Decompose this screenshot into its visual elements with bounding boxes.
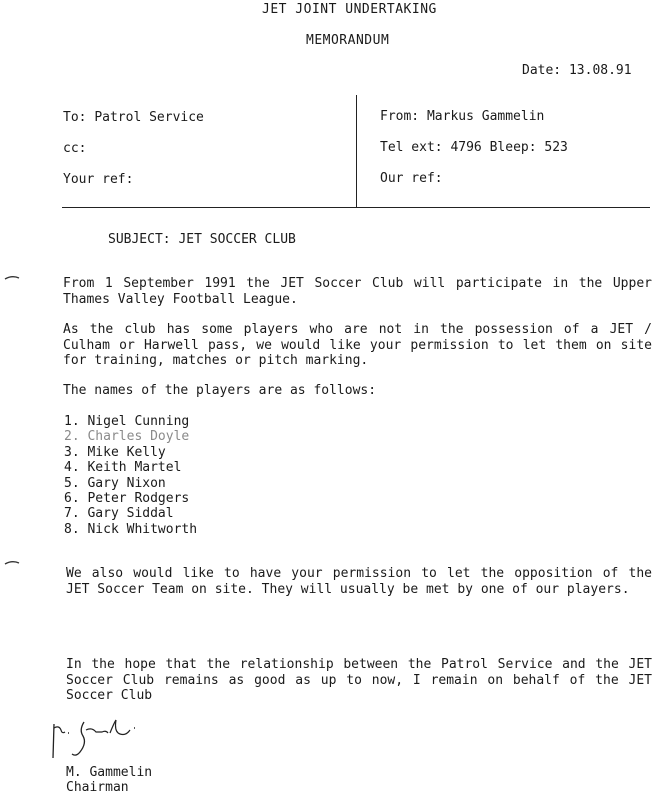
from-label: From: bbox=[380, 109, 420, 124]
date-label: Date: bbox=[522, 63, 562, 78]
body-paragraph-players-intro: The names of the players are as follows: bbox=[63, 383, 377, 398]
body-paragraph-opposition: We also would like to have your permission to let the opposition of the JET Soccer Team on site. They will usually be met by one of our players. bbox=[66, 566, 652, 597]
address-divider-vertical bbox=[356, 95, 357, 207]
list-item: 5. Gary Nixon bbox=[64, 475, 166, 491]
hole-punch-mark-icon bbox=[4, 275, 20, 281]
our-ref-line bbox=[380, 171, 443, 186]
body-paragraph-permission: As the club has some players who are not in the possession of a JET / Culham or Harwell pass, we would like your permission to let them on site for training, matches or pitch marking. bbox=[63, 322, 652, 368]
subject-value: JET SOCCER CLUB bbox=[178, 232, 296, 247]
subject-label: SUBJECT: bbox=[108, 232, 171, 247]
handwritten-signature bbox=[50, 718, 150, 762]
our-ref-label: Our ref: bbox=[380, 171, 443, 186]
address-divider-horizontal bbox=[62, 207, 650, 208]
to-label: To: bbox=[63, 110, 87, 125]
tel-value: 4796 bbox=[450, 140, 482, 155]
list-item: 1. Nigel Cunning bbox=[64, 414, 190, 429]
list-item: 4. Keith Martel bbox=[64, 460, 182, 476]
your-ref-label: Your ref: bbox=[63, 172, 134, 187]
cc-line bbox=[63, 141, 86, 156]
cc-label: cc: bbox=[63, 141, 87, 156]
bleep-value: 523 bbox=[544, 140, 568, 155]
from-line bbox=[380, 109, 544, 124]
organization-heading: JET JOINT UNDERTAKING bbox=[262, 2, 437, 17]
body-paragraph-league: From 1 September 1991 the JET Soccer Club will participate in the Upper Thames Valley Football League. bbox=[63, 276, 652, 307]
to-line bbox=[63, 110, 204, 125]
tel-line bbox=[380, 140, 568, 155]
list-item: 6. Peter Rodgers bbox=[64, 491, 190, 507]
hole-punch-mark-icon bbox=[4, 560, 20, 566]
to-value: Patrol Service bbox=[94, 110, 204, 125]
document-type-heading: MEMORANDUM bbox=[306, 33, 390, 48]
date-value: 13.08.91 bbox=[568, 63, 632, 78]
subject-line bbox=[108, 232, 296, 247]
list-item: 7. Gary Siddal bbox=[64, 506, 174, 522]
list-item: 8. Nick Whitworth bbox=[64, 521, 198, 537]
bleep-label: Bleep: bbox=[489, 140, 537, 155]
list-item: 3. Mike Kelly bbox=[64, 444, 166, 460]
signatory-title: Chairman bbox=[66, 780, 129, 795]
body-paragraph-closing: In the hope that the relationship between the Patrol Service and the JET Soccer Club remains as good as up to now, I remain on behalf of the JET Soccer Club bbox=[66, 657, 652, 703]
list-item: 2. Charles Doyle bbox=[64, 429, 190, 445]
signatory-name: M. Gammelin bbox=[66, 765, 153, 780]
your-ref-line bbox=[63, 172, 133, 187]
from-value: Markus Gammelin bbox=[426, 109, 545, 124]
tel-label: Tel ext: bbox=[380, 140, 443, 155]
players-list bbox=[64, 414, 197, 537]
memo-date bbox=[522, 63, 632, 78]
